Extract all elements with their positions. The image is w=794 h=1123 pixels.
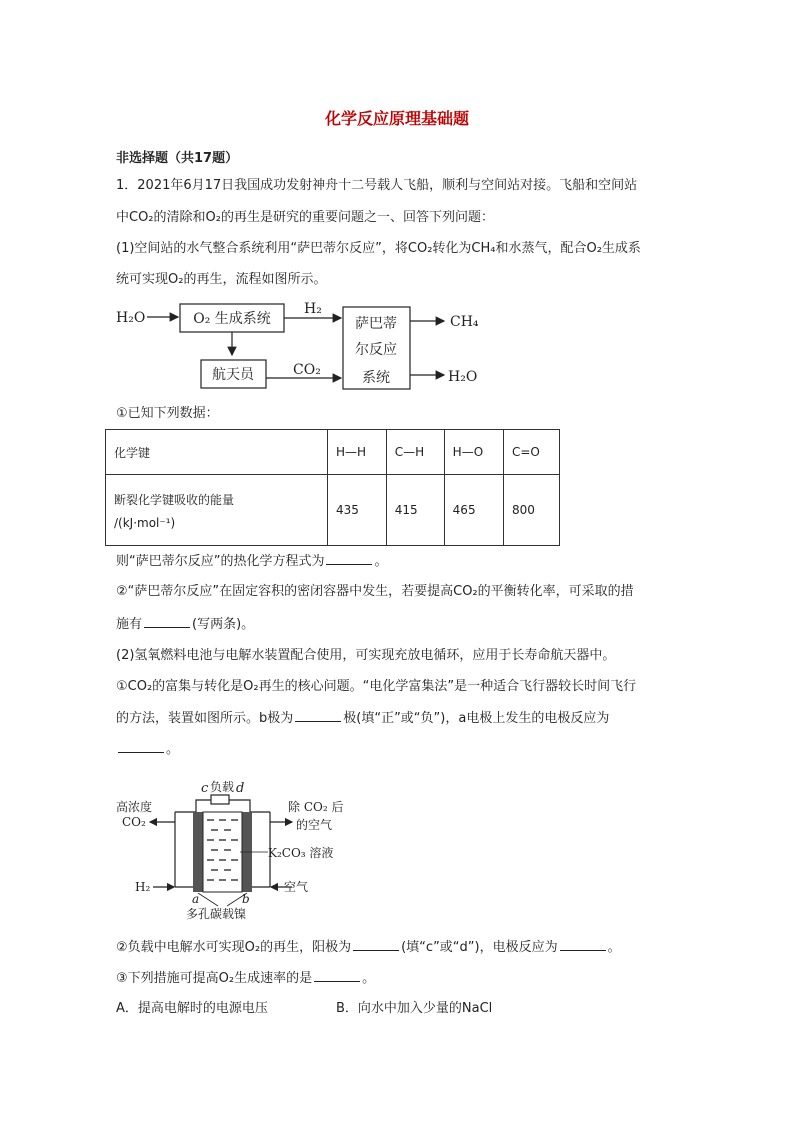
terminal-c-label: c xyxy=(201,781,209,796)
page-title: 化学反应原理基础题 xyxy=(324,109,469,128)
anode-suffix: (填“c”或“d”)，电极反应为 xyxy=(401,940,558,955)
row-label-line-2: /(kJ·mol⁻¹) xyxy=(114,515,176,530)
wire-left xyxy=(196,800,211,812)
air-out-label-1: 除 CO₂ 后 xyxy=(288,800,344,814)
punctuation: 。 xyxy=(166,742,180,757)
question-1-line-2: 中CO₂的清除和O₂的再生是研究的重要问题之一、回答下列问题： xyxy=(116,210,494,225)
table-cell-energy-ch: 415 xyxy=(386,475,444,546)
load-resistor xyxy=(211,795,229,804)
part-1-line-2: 统可实现O₂的再生，流程如图所示。 xyxy=(116,272,327,287)
electrode-a xyxy=(193,812,203,892)
sabatier-label-1: 萨巴蒂 xyxy=(355,316,397,332)
answer-blank xyxy=(353,938,399,951)
electrode-prompt: 的方法，装置如图所示。b极为 xyxy=(116,711,294,726)
co2-label: CO₂ xyxy=(293,362,321,378)
punctuation: 。 xyxy=(362,971,376,986)
row-label-line-1: 断裂化学键吸收的能量 xyxy=(114,492,235,507)
load-label: 负载 xyxy=(210,780,235,794)
sabatier-label-3: 系统 xyxy=(362,370,390,386)
question-line-2: ②“萨巴蒂尔反应”在固定容积的密闭容器中发生，若要提高CO₂的平衡转化率，可采取的措 xyxy=(116,584,634,599)
h2o-input-label: H₂O xyxy=(116,310,146,326)
high-co2-label-2: CO₂ xyxy=(122,815,146,829)
table-cell-bond-co: C=O xyxy=(503,430,559,475)
sabatier-label-2: 尔反应 xyxy=(355,342,397,358)
punctuation: 。 xyxy=(374,554,388,569)
electrode-a-label: a xyxy=(192,892,200,906)
section-heading: 非选择题（共17题） xyxy=(116,151,239,166)
ch4-output-label: CH₄ xyxy=(450,314,479,330)
anode-prompt: ②负载中电解水可实现O₂的再生，阳极为 xyxy=(116,940,352,955)
pointer-a xyxy=(198,893,218,906)
measures-prompt: 施有 xyxy=(116,617,143,632)
high-co2-label-1: 高浓度 xyxy=(116,800,153,814)
electrode-material-label: 多孔碳载镍 xyxy=(186,907,247,921)
h2-input-label: H₂ xyxy=(135,880,151,894)
h2-label: H₂ xyxy=(304,301,322,317)
question-line-5: ①CO₂的富集与转化是O₂再生的核心问题。“电化学富集法”是一种适合飞行器较长时间飞行 xyxy=(116,679,637,694)
wire-right xyxy=(229,800,250,812)
table-cell-energy-hh: 435 xyxy=(328,475,387,546)
h2o-output-label: H₂O xyxy=(448,369,478,385)
question-1-line-1: 1．2021年6月17日我国成功发射神舟十二号载人飞船，顺利与空间站对接。飞船和空间站 xyxy=(116,178,638,193)
astronaut-label: 航天员 xyxy=(212,367,254,383)
table-cell-bond-hh: H—H xyxy=(328,430,387,475)
table-cell-energy-ho: 465 xyxy=(444,475,503,546)
electrode-b-label: b xyxy=(242,892,250,906)
o2-system-label: O₂ 生成系统 xyxy=(193,311,271,327)
terminal-d-label: d xyxy=(236,781,245,796)
punctuation: 。 xyxy=(607,940,621,955)
air-input-label: 空气 xyxy=(284,880,309,894)
measures-suffix: (写两条)。 xyxy=(192,617,255,632)
question-line-8 xyxy=(116,938,621,957)
option-b: B．向水中加入少量的NaCl xyxy=(336,1001,493,1016)
equation-prompt: 则“萨巴蒂尔反应”的热化学方程式为 xyxy=(116,554,325,569)
table-cell-bond-ch: C—H xyxy=(386,430,444,475)
air-out-label-2: 的空气 xyxy=(296,818,333,832)
rate-prompt: ③下列措施可提高O₂生成速率的是 xyxy=(116,971,313,986)
option-a: A．提高电解时的电源电压 xyxy=(116,1001,268,1016)
sub-question-1: ①已知下列数据： xyxy=(116,406,219,421)
electrode-suffix: 极(填“正”或“负”)，a电极上发生的电极反应为 xyxy=(343,711,610,726)
part-2-line: (2)氢氧燃料电池与电解水装置配合使用，可实现充放电循环，应用于长寿命航天器中。 xyxy=(116,648,616,663)
answer-blank xyxy=(560,938,606,951)
part-1-line-1: (1)空间站的水气整合系统利用“萨巴蒂尔反应”，将CO₂转化为CH₄和水蒸气，配合O₂生成系 xyxy=(116,241,641,256)
electrolyte-label: K₂CO₃ 溶液 xyxy=(268,846,334,860)
table-cell-energy-co: 800 xyxy=(503,475,559,546)
table-header-label: 化学键 xyxy=(106,430,328,475)
answer-blank xyxy=(314,969,360,982)
question-line-9 xyxy=(116,969,375,988)
table-cell-bond-ho: H—O xyxy=(444,430,503,475)
